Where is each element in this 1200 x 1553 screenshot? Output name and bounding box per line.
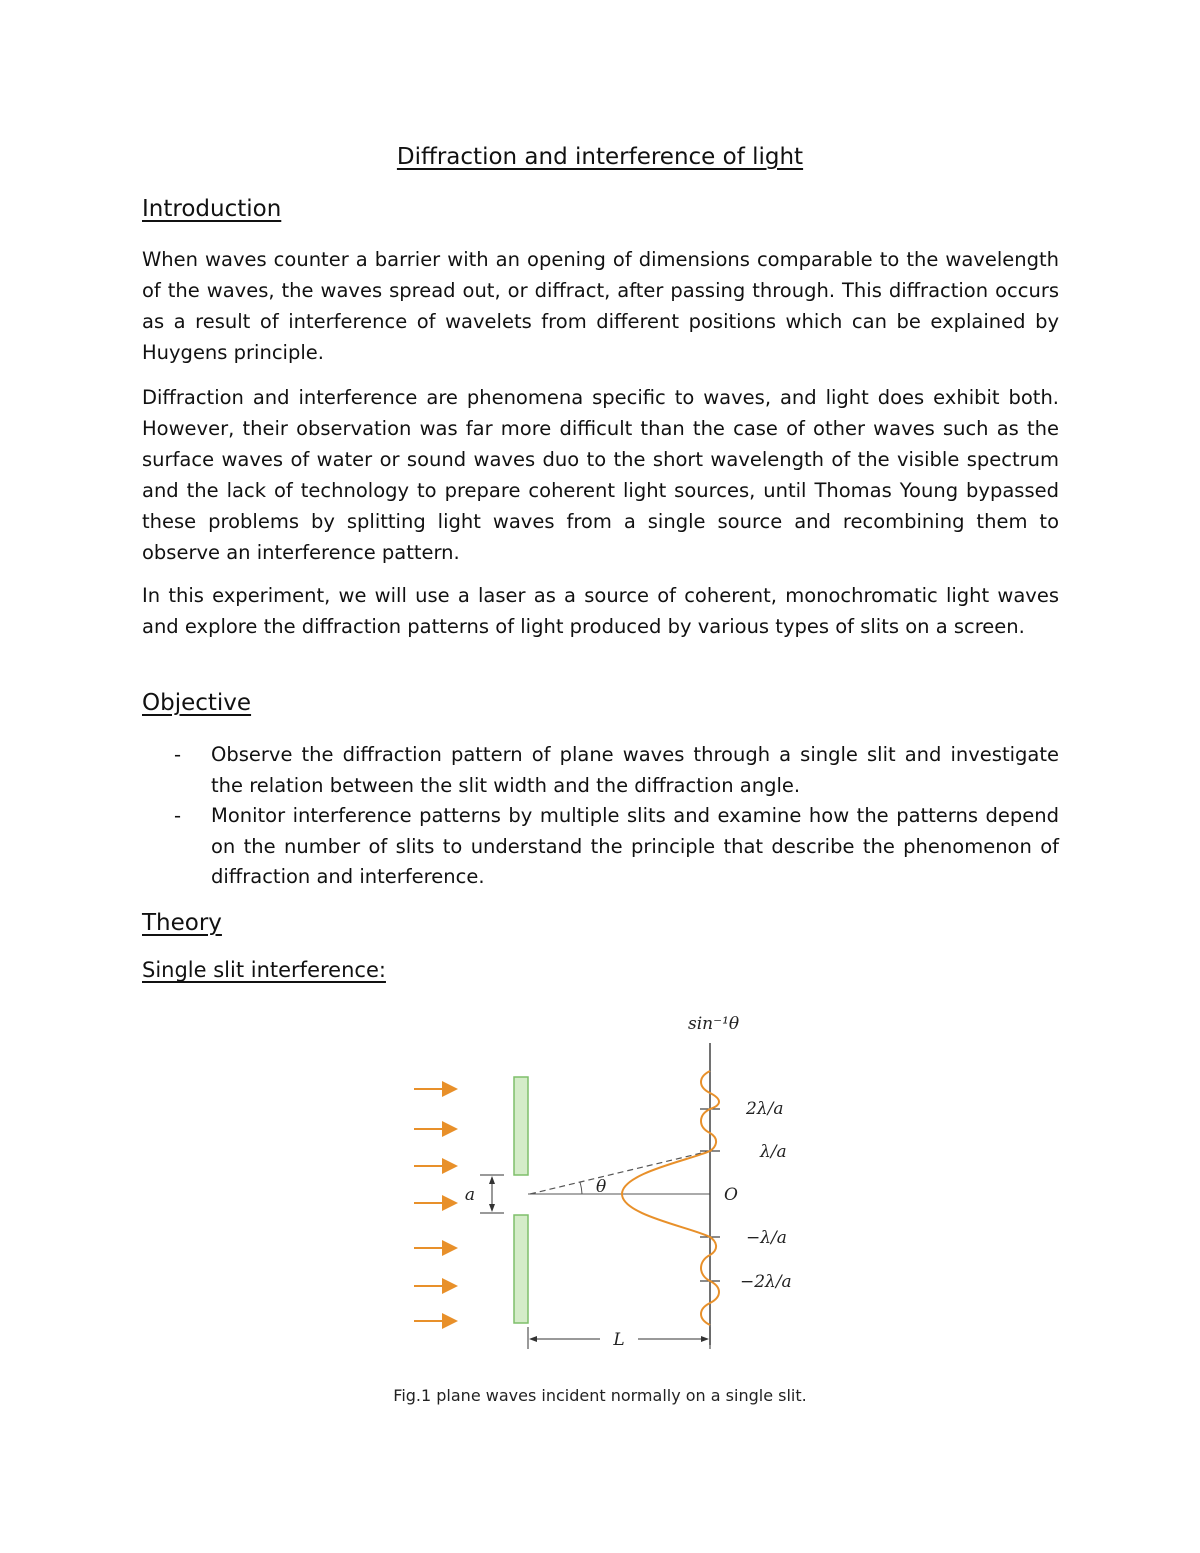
tick-label: −2λ/a [740,1272,792,1292]
distance-indicator [528,1327,710,1350]
intro-paragraph-3: In this experiment, we will use a laser as a source of coherent, monochromatic light waves and explore the diffraction patterns of light produced by various types of slits on a screen. [142,584,1059,638]
slit-width-indicator [465,1175,504,1213]
single-slit-diagram [400,1005,820,1365]
objective-item-text: Monitor interference patterns by multiple slits and examine how the patterns depend on the number of slits to understand the principle that describe the phenomenon of diffraction and interference. [211,804,1059,888]
list-item [142,801,1059,893]
bullet-dash: - [174,743,182,766]
objective-heading: Objective [142,690,252,716]
slit-label: a [464,1185,476,1205]
incident-wave-arrows [414,1089,456,1321]
barrier-upper [514,1077,528,1175]
bullet-dash: - [174,804,182,827]
tick-label: −λ/a [746,1228,787,1248]
angle-label: θ [596,1177,607,1197]
angle-arc [580,1182,582,1194]
intro-paragraph-2: Diffraction and interference are phenomena specific to waves, and light does exhibit both. However, their observation was far more difficult than the case of other waves such as the surface waves of water or sound waves duo to the short wavelength of the visible spectrum and the lack of technology to prepare coherent light sources, until Thomas Young bypassed these problems by splitting light waves from a single source and recombining them to observe an interference pattern. [142,386,1059,564]
list-item [142,740,1059,801]
diffraction-ray [530,1151,710,1194]
objective-item-text: Observe the diffraction pattern of plane waves through a single slit and investigate the relation between the slit width and the diffraction angle. [211,743,1059,797]
introduction-heading: Introduction [142,196,282,222]
distance-label: L [613,1330,625,1350]
barrier-lower [514,1215,528,1323]
tick-label: 2λ/a [746,1099,784,1119]
axis-label: sin⁻¹θ [688,1014,740,1034]
theory-heading: Theory [142,910,222,936]
tick-label: λ/a [760,1142,787,1162]
figure-caption: Fig.1 plane waves incident normally on a single slit. [393,1386,807,1405]
single-slit-subheading: Single slit interference: [142,958,386,982]
tick-label: O [724,1185,738,1205]
objective-list [142,740,1059,893]
intro-paragraph-1: When waves counter a barrier with an opening of dimensions comparable to the wavelength of the waves, the waves spread out, or diffract, after passing through. This diffraction occurs as a result of interference of wavelets from different positions which can be explained by Huygens principle. [142,248,1059,364]
page-title: Diffraction and interference of light [396,144,804,170]
